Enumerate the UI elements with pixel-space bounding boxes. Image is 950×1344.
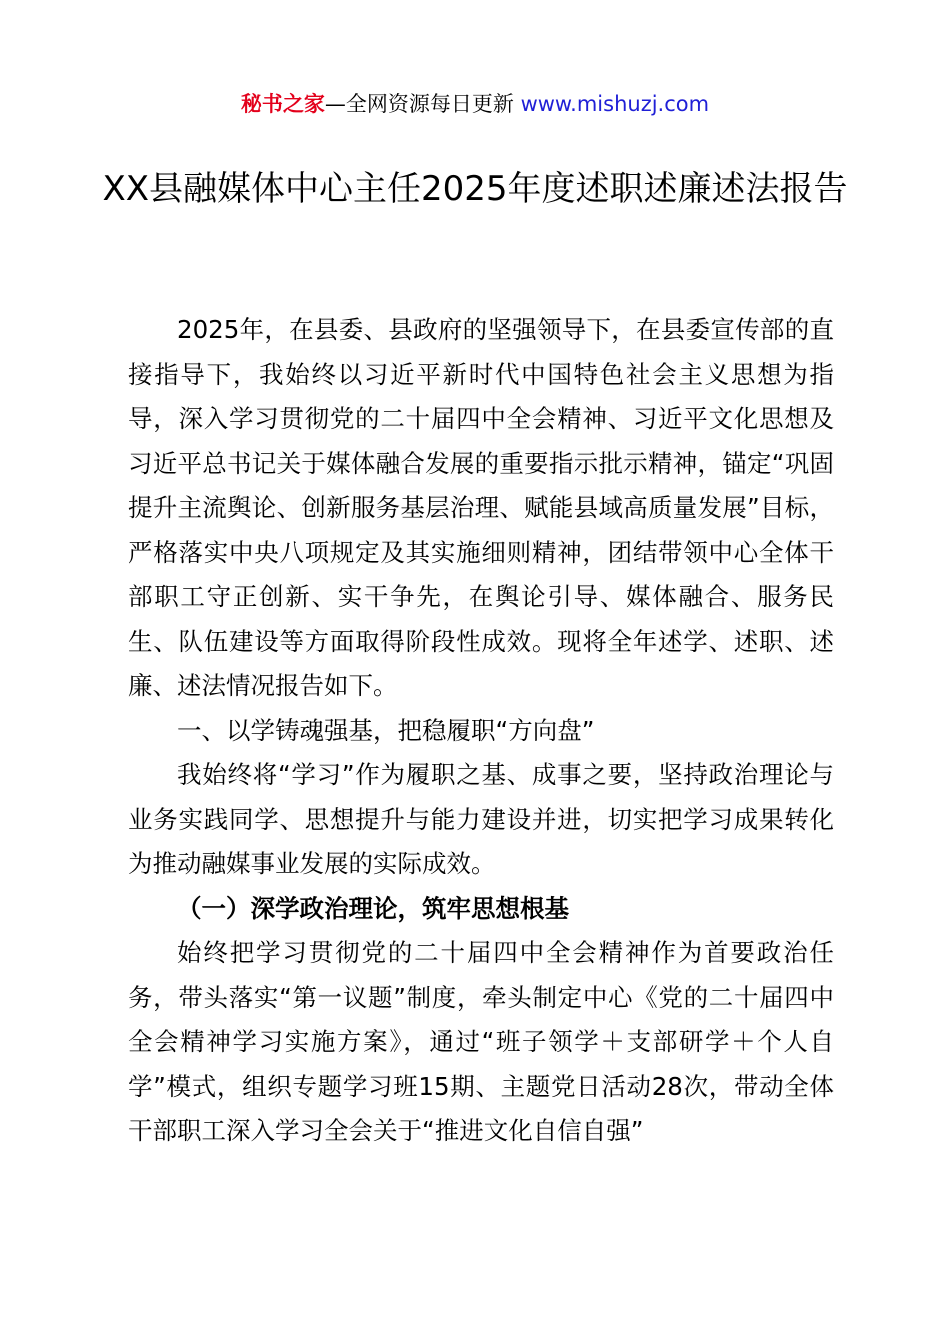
header-tagline: —全网资源每日更新 bbox=[324, 92, 521, 116]
intro-paragraph: 2025年，在县委、县政府的坚强领导下，在县委宣传部的直接指导下，我始终以习近平新时代中国特色社会主义思想为指导，深入学习贯彻党的二十届四中全会精神、习近平文化思想及习近平总书记关于媒体融合发展的重要指示批示精神，锚定“巩固提升主流舆论、创新服务基层治理、赋能县域高质量发展”目标，严格落实中央八项规定及其实施细则精神，团结带领中心全体干部职工守正创新、实干争先，在舆论引导、媒体融合、服务民生、队伍建设等方面取得阶段性成效。现将全年述学、述职、述廉、述法情况报告如下。 bbox=[128, 315, 834, 700]
document-body bbox=[128, 308, 834, 1154]
site-header bbox=[0, 88, 950, 120]
subsection-1-paragraph: 始终把学习贯彻党的二十届四中全会精神作为首要政治任务，带头落实“第一议题”制度，牵头制定中心《党的二十届四中全会精神学习实施方案》，通过“班子领学＋支部研学＋个人自学”模式，组织专题学习班15期、主题党日活动28次，带动全体干部职工深入学习全会关于“推进文化自信自强” bbox=[128, 938, 834, 1145]
section-heading-1: 一、以学铸魂强基，把稳履职“方向盘” bbox=[177, 715, 595, 745]
document-title: XX县融媒体中心主任2025年度述职述廉述法报告 bbox=[102, 169, 848, 209]
subsection-heading-1: （一）深学政治理论，筑牢思想根基 bbox=[177, 893, 569, 923]
site-url-link[interactable]: www.mishuzj.com bbox=[520, 92, 710, 116]
brand-name: 秘书之家 bbox=[240, 92, 325, 116]
section-1-paragraph: 我始终将“学习”作为履职之基、成事之要，坚持政治理论与业务实践同学、思想提升与能力建设并进，切实把学习成果转化为推动融媒事业发展的实际成效。 bbox=[128, 760, 834, 878]
